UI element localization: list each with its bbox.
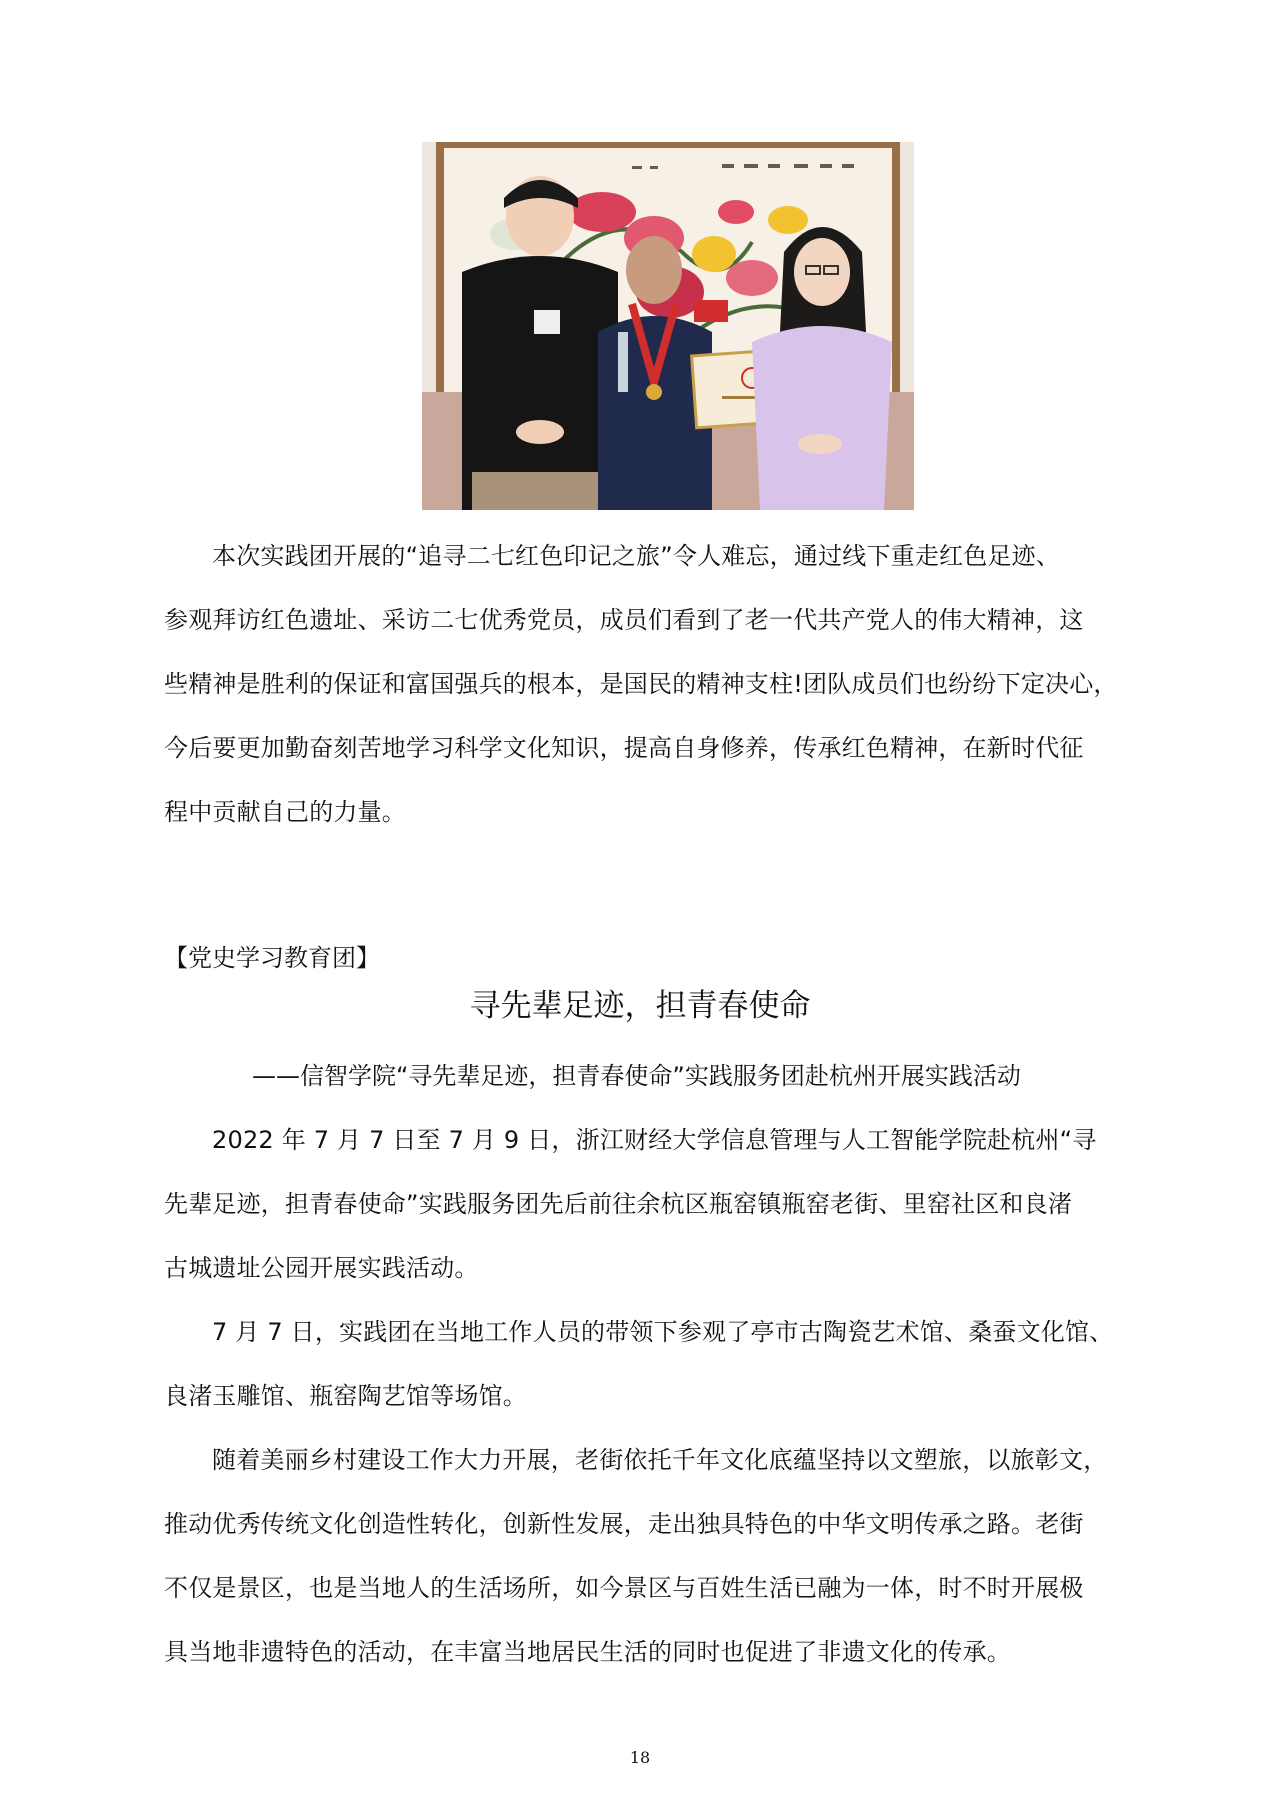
- text-line: 先辈足迹，担青春使命”实践服务团先后前往余杭区瓶窑镇瓶窑老街、里窑社区和良渚: [164, 1190, 1073, 1218]
- text-line: 不仅是景区，也是当地人的生活场所，如今景区与百姓生活已融为一体，时不时开展极: [164, 1574, 1084, 1602]
- paragraph-overview: [164, 1108, 1172, 1172]
- section-tag: 【党史学习教育团】: [164, 944, 380, 972]
- text-line: 2022 年 7 月 7 日至 7 月 9 日，浙江财经大学信息管理与人工智能学院赴杭州“寻: [212, 1126, 1097, 1154]
- text-line: 随着美丽乡村建设工作大力开展，老街依托千年文化底蕴坚持以文塑旅，以旅彰文，: [212, 1446, 1108, 1474]
- text-line: 参观拜访红色遗址、采访二七优秀党员，成员们看到了老一代共产党人的伟大精神，这: [164, 606, 1084, 634]
- paragraph-july7-cont: [164, 1364, 1124, 1428]
- article-subtitle: ——信智学院“寻先辈足迹，担青春使命”实践服务团赴杭州开展实践活动: [252, 1062, 1021, 1090]
- text-line: 今后要更加勤奋刻苦地学习科学文化知识，提高自身修养，传承红色精神，在新时代征: [164, 734, 1084, 762]
- paragraph-red-journey-cont: [164, 588, 1124, 844]
- text-line: 程中贡献自己的力量。: [164, 798, 406, 826]
- text-line: 本次实践团开展的“追寻二七红色印记之旅”令人难忘，通过线下重走红色足迹、: [212, 542, 1061, 570]
- article-title: 寻先辈足迹，担青春使命: [469, 988, 811, 1024]
- group-photo-illustration: [422, 142, 914, 510]
- paragraph-red-journey: [164, 524, 1172, 588]
- paragraph-old-street-cont: [164, 1492, 1124, 1684]
- text-line: 些精神是胜利的保证和富国强兵的根本，是国民的精神支柱!团队成员们也纷纷下定决心，: [164, 670, 1118, 698]
- text-line: 古城遗址公园开展实践活动。: [164, 1254, 479, 1282]
- paragraph-overview-cont: [164, 1172, 1124, 1300]
- text-line: 7 月 7 日，实践团在当地工作人员的带领下参观了亭市古陶瓷艺术馆、桑蚕文化馆、: [212, 1318, 1114, 1346]
- text-line: 推动优秀传统文化创造性转化，创新性发展，走出独具特色的中华文明传承之路。老街: [164, 1510, 1084, 1538]
- text-line: 具当地非遗特色的活动，在丰富当地居民生活的同时也促进了非遗文化的传承。: [164, 1638, 1011, 1666]
- text-line: 良渚玉雕馆、瓶窑陶艺馆等场馆。: [164, 1382, 527, 1410]
- paragraph-old-street: [164, 1428, 1172, 1492]
- paragraph-july7: [164, 1300, 1172, 1364]
- page-number: 18: [629, 1748, 651, 1767]
- group-photo: [422, 142, 914, 510]
